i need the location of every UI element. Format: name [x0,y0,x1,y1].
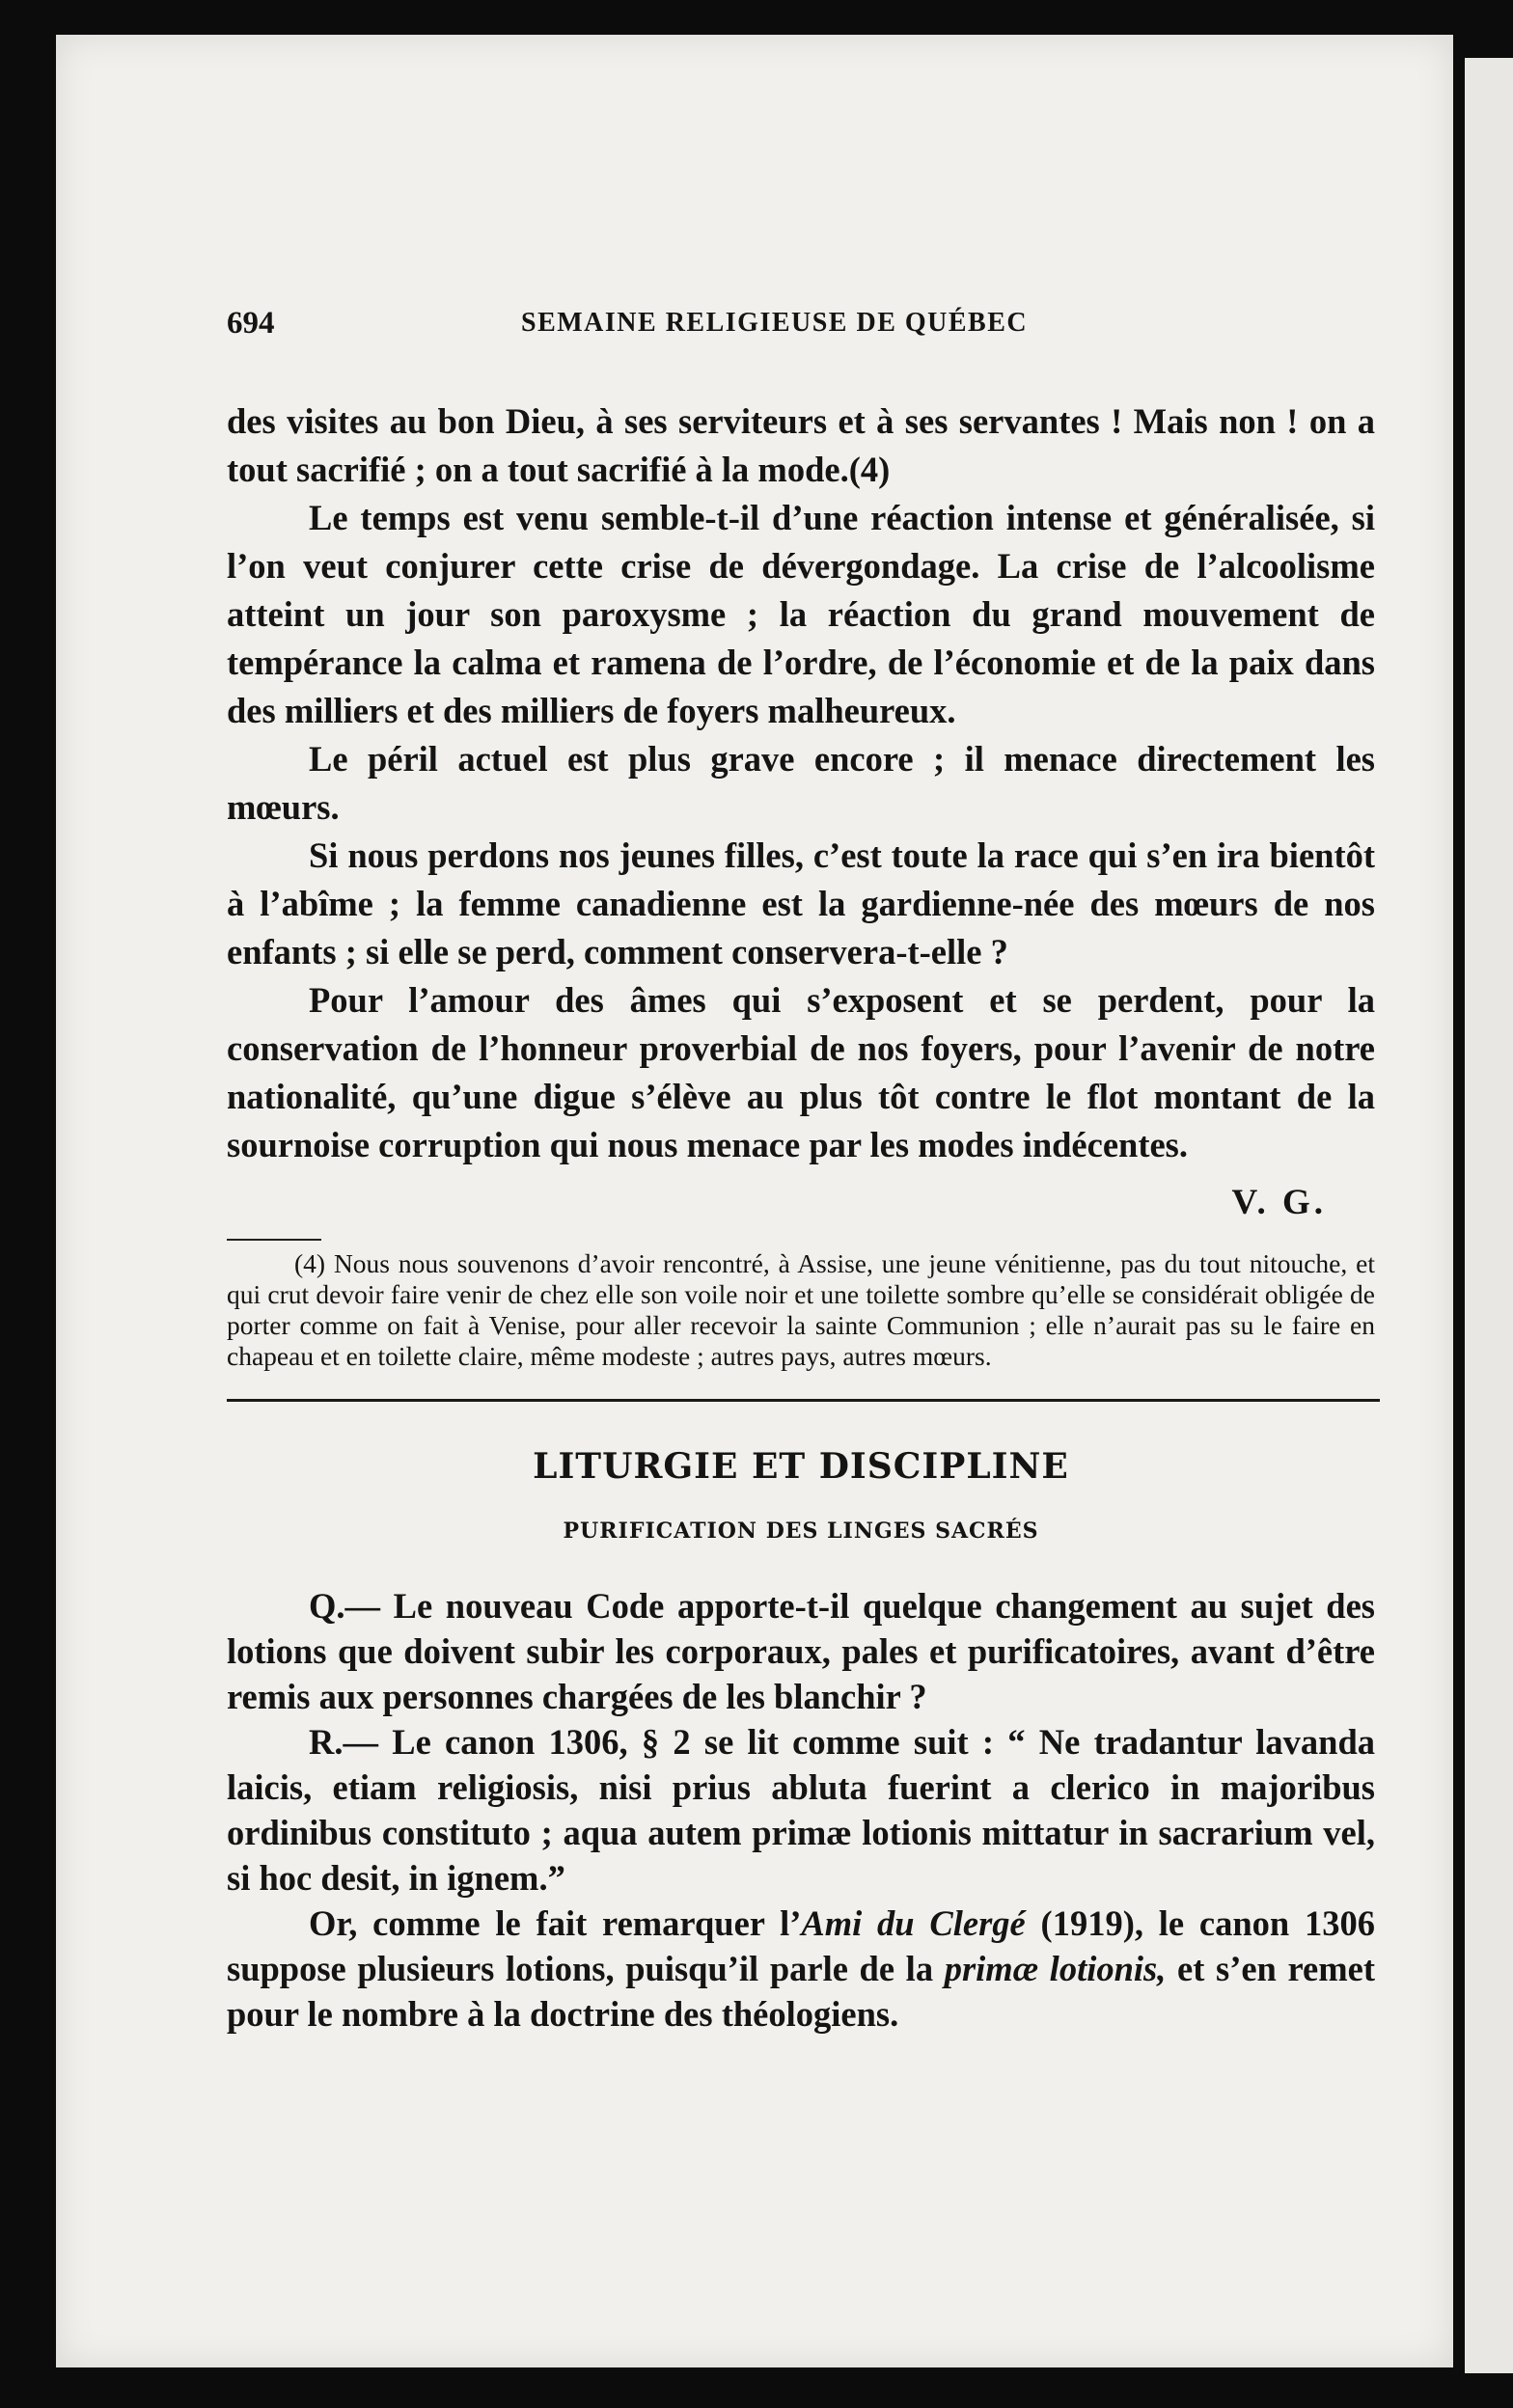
footnote-rule [227,1239,321,1241]
article-body [227,397,1375,1169]
paragraph-1: des visites au bon Dieu, à ses serviteurs et à ses servantes ! Mais non ! on a tout sacrifié ; on a tout sacrifié à la mode.(4) [227,401,1375,489]
adjacent-page-edge [1465,58,1513,2373]
page-content [227,299,1375,2037]
closing-text-1: Or, comme le fait remarquer l’ [309,1903,802,1943]
qa-block [227,1583,1375,2037]
author-signature: V. G. [1231,1183,1327,1222]
running-head [227,299,1375,347]
closing-text-2: (1919), le canon 1306 suppose plusieurs lotions, puisqu’il parle de la [227,1903,1375,1988]
closing-italic-1: Ami du Clergé [801,1903,1026,1943]
paragraph-2: Le temps est venu semble-t-il d’une réaction intense et généralisée, si l’on veut conjurer cette crise de dévergondage. La crise de l’alcoolisme atteint un jour son paroxysme ; la réaction du grand mouvement de tempérance la calma et ramena de l’ordre, de l’économie et de la paix dans des milliers et des milliers de foyers malheureux. [227,498,1375,730]
question-paragraph: Q.— Le nouveau Code apporte-t-il quelque changement au sujet des lotions que doivent subir les corporaux, pales et purificatoires, avant d’être remis aux personnes chargées de les blanchir ? [227,1586,1375,1716]
subsection-title: PURIFICATION DES LINGES SACRÉS [563,1519,1039,1544]
paragraph-5: Pour l’amour des âmes qui s’exposent et se perdent, pour la conservation de l’honneur proverbial de nos foyers, pour l’avenir de notre nationalité, qu’une digue s’élève au plus tôt contre le flot montant de la sournoise corruption qui nous menace par les modes indécentes. [227,980,1375,1164]
section-divider [227,1399,1380,1402]
closing-paragraph [227,1901,1375,2037]
paragraph-3: Le péril actuel est plus grave encore ; il menace directement les mœurs. [227,739,1375,827]
paragraph-4: Si nous perdons nos jeunes filles, c’est toute la race qui s’en ira bientôt à l’abîme ; la femme canadienne est la gardienne-née des mœurs de nos enfants ; si elle se perd, comment conservera-t-elle ? [227,835,1375,971]
answer-paragraph: R.— Le canon 1306, § 2 se lit comme suit : “ Ne tradantur lavanda laicis, etiam religiosis, nisi prius abluta fuerint a clerico in majoribus ordinibus constituto ; aqua autem primæ lotionis mittatur in sacrarium vel, si hoc desit, in ignem.” [227,1722,1375,1898]
footnote-4: (4) Nous nous souvenons d’avoir rencontré, à Assise, une jeune vénitienne, pas du tout nitouche, et qui crut devoir faire venir de chez elle son voile noir et une toilette sombre qu’elle se considérait obligée de porter comme on fait à Venise, pour aller recevoir la sainte Communion ; elle n’aurait pas su le faire en chapeau et en toilette claire, même modeste ; autres pays, autres mœurs. [227,1248,1375,1371]
section-title: LITURGIE ET DISCIPLINE [533,1446,1069,1487]
closing-italic-2: primæ lotionis, [944,1949,1167,1988]
page-number: 694 [227,306,275,341]
closing-text-3: et s’en remet pour le nombre à la doctrine des théologiens. [227,1949,1375,2034]
journal-title: SEMAINE RELIGIEUSE DE QUÉBEC [521,308,1029,338]
